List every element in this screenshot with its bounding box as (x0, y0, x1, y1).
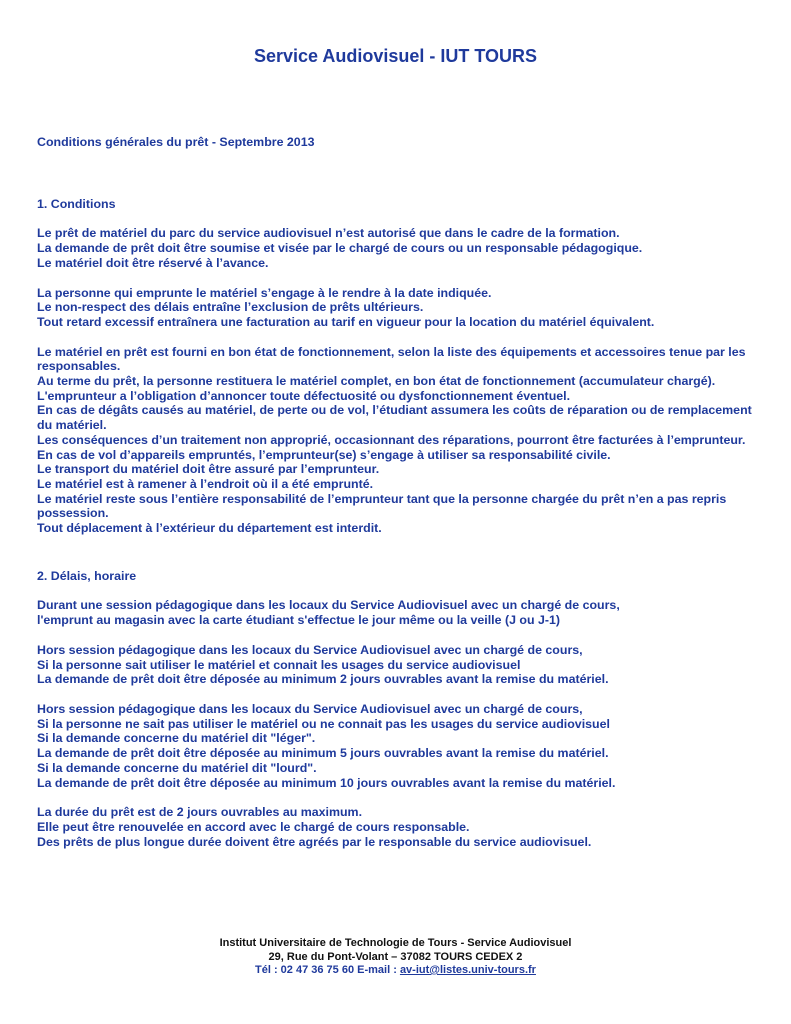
text-line: Hors session pédagogique dans les locaux du Service Audiovisuel avec un chargé de cours, (37, 701, 583, 716)
text-line: Si la demande concerne du matériel dit "lourd". (37, 760, 317, 775)
paragraph (37, 598, 757, 627)
page-title: Service Audiovisuel - IUT TOURS (253, 46, 538, 66)
text-line: Les conséquences d’un traitement non approprié, occasionnant des réparations, pourront être facturées à l’emprunteur. (37, 432, 746, 447)
text-line: En cas de vol d’appareils empruntés, l’emprunteur(se) s’engage à utiliser sa responsabilité civile. (37, 447, 611, 462)
footer-institution: Institut Universitaire de Technologie de Tours - Service Audiovisuel (219, 937, 572, 949)
text-line: L'emprunteur a l’obligation d’annoncer toute défectuosité ou dysfonctionnement éventuel. (37, 388, 571, 403)
document-body (37, 135, 757, 864)
text-line: La demande de prêt doit être déposée au minimum 5 jours ouvrables avant la remise du matériel. (37, 746, 609, 761)
paragraph (37, 643, 757, 687)
text-line: Durant une session pédagogique dans les locaux du Service Audiovisuel avec un chargé de cours, (37, 598, 620, 613)
footer-phone: Tél : 02 47 36 75 60 E-mail : (255, 964, 400, 976)
text-line: La demande de prêt doit être déposée au minimum 10 jours ouvrables avant la remise du matériel. (37, 775, 616, 790)
text-line: Si la personne sait utiliser le matériel et connait les usages du service audiovisuel (37, 657, 521, 672)
text-line: Le matériel en prêt est fourni en bon état de fonctionnement, selon la liste des équipements et accessoires tenue par les responsables. (37, 344, 746, 374)
text-line: Le matériel est à ramener à l’endroit où il a été emprunté. (37, 476, 374, 491)
text-line: En cas de dégâts causés au matériel, de perte ou de vol, l’étudiant assumera les coûts de réparation ou de remplacement du matériel. (37, 403, 752, 433)
text-line: Hors session pédagogique dans les locaux du Service Audiovisuel avec un chargé de cours, (37, 642, 583, 657)
text-line: Le transport du matériel doit être assuré par l’emprunteur. (37, 462, 380, 477)
section-heading-conditions: 1. Conditions (37, 196, 116, 211)
section-heading-delais: 2. Délais, horaire (37, 568, 137, 583)
text-line: Elle peut être renouvelée en accord avec le chargé de cours responsable. (37, 819, 470, 834)
text-line: La durée du prêt est de 2 jours ouvrables au maximum. (37, 805, 363, 820)
text-line: Tout déplacement à l’extérieur du département est interdit. (37, 521, 382, 536)
text-line: l'emprunt au magasin avec la carte étudiant s'effectue le jour même ou la veille (J ou J-1) (37, 613, 561, 628)
text-line: Le matériel doit être réservé à l’avance. (37, 255, 269, 270)
text-line: Au terme du prêt, la personne restituera le matériel complet, en bon état de fonctionnement (accumulateur chargé). (37, 374, 716, 389)
paragraph (37, 805, 757, 849)
text-line: Le prêt de matériel du parc du service audiovisuel n’est autorisé que dans le cadre de la formation. (37, 226, 620, 241)
text-line: La demande de prêt doit être déposée au minimum 2 jours ouvrables avant la remise du matériel. (37, 672, 609, 687)
text-line: Tout retard excessif entraînera une facturation au tarif en vigueur pour la location du matériel équivalent. (37, 314, 655, 329)
document-subtitle: Conditions générales du prêt - Septembre 2013 (37, 135, 315, 149)
paragraph (37, 345, 757, 536)
paragraph (37, 702, 757, 790)
paragraph (37, 226, 757, 270)
footer-address: 29, Rue du Pont-Volant – 37082 TOURS CEDEX 2 (268, 950, 523, 963)
text-line: Si la demande concerne du matériel dit "léger". (37, 731, 316, 746)
text-line: Le matériel reste sous l’entière responsabilité de l’emprunteur tant que la personne chargée du prêt n’en a pas repris possession. (37, 491, 727, 521)
footer (0, 937, 791, 978)
text-line: Des prêts de plus longue durée doivent être agréés par le responsable du service audiovisuel. (37, 834, 592, 849)
text-line: Le non-respect des délais entraîne l’exclusion de prêts ultérieurs. (37, 300, 424, 315)
text-line: La demande de prêt doit être soumise et visée par le chargé de cours ou un responsable pédagogique. (37, 241, 643, 256)
footer-contact (0, 964, 791, 978)
text-line: La personne qui emprunte le matériel s’engage à le rendre à la date indiquée. (37, 285, 492, 300)
email-link[interactable]: av-iut@listes.univ-tours.fr (399, 964, 536, 976)
paragraph (37, 286, 757, 330)
text-line: Si la personne ne sait pas utiliser le matériel ou ne connait pas les usages du service audiovisuel (37, 716, 610, 731)
